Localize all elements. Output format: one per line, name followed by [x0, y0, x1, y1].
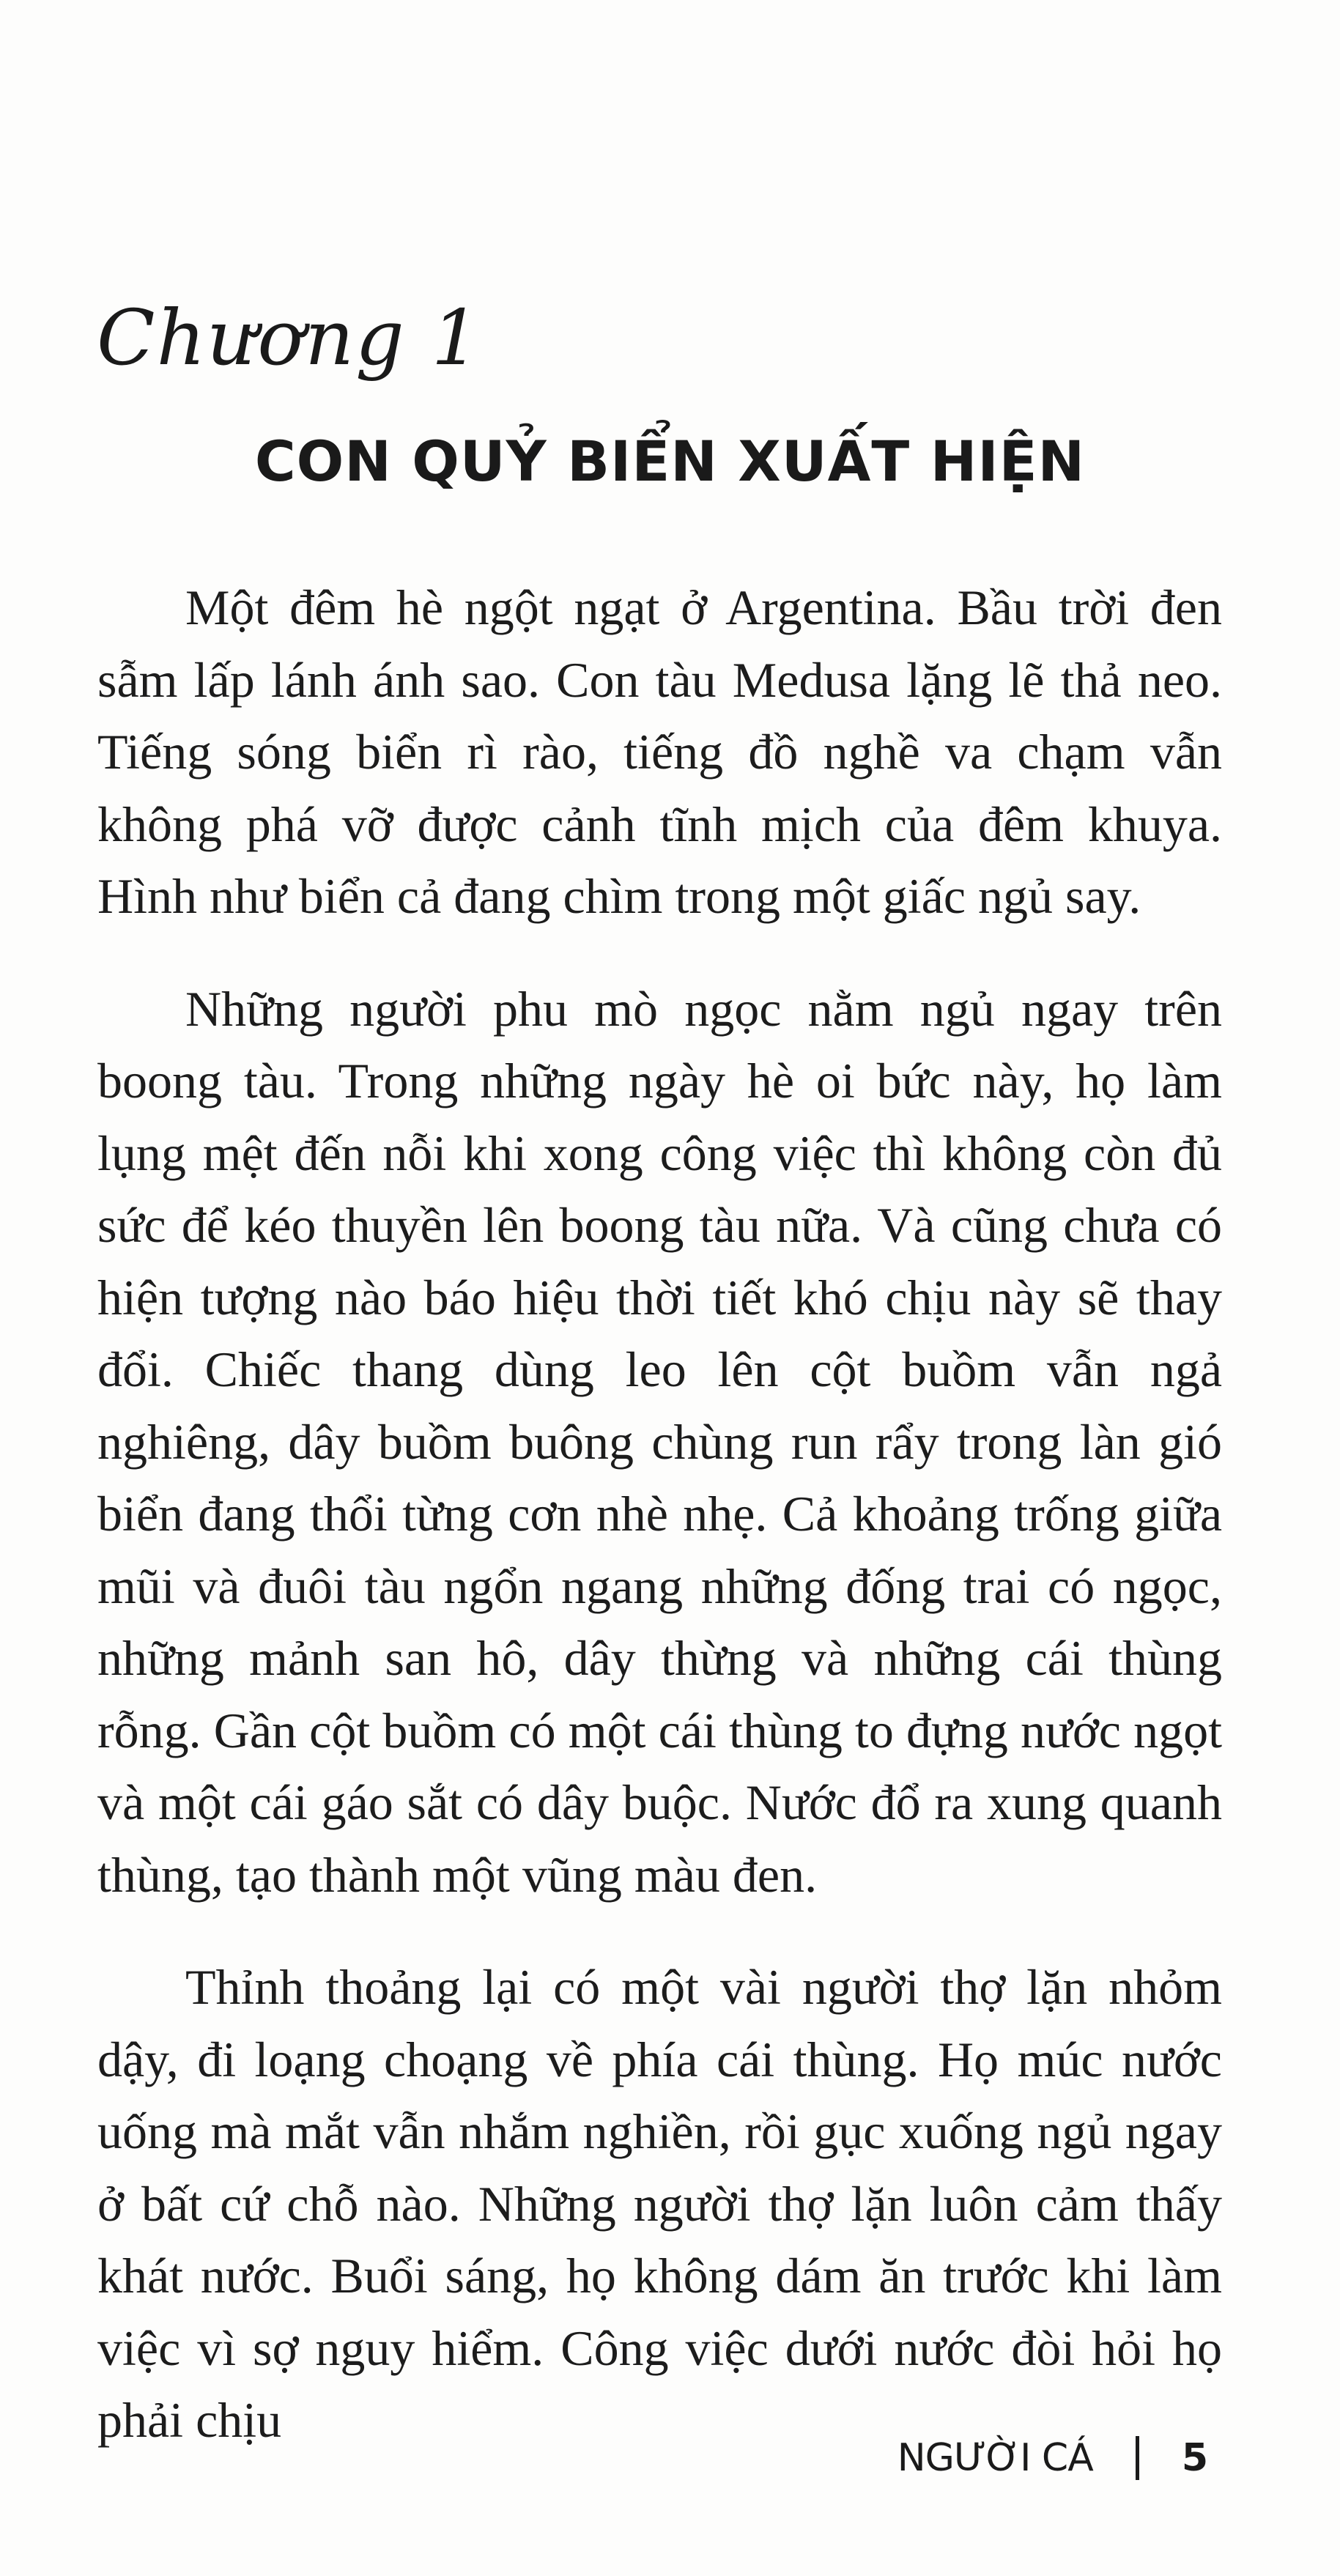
paragraph-1: Một đêm hè ngột ngạt ở Argentina. Bầu trời đen sẫm lấp lánh ánh sao. Con tàu Medusa lặng lẽ thả neo. Tiếng sóng biển rì rào, tiếng đồ nghề va chạm vẫn không phá vỡ được cảnh tĩnh mịch của đêm khuya. Hình như biển cả đang chìm trong một giấc ngủ say. [97, 580, 1222, 924]
body-text [97, 571, 1222, 2497]
page-number: 5 [1181, 2436, 1208, 2480]
chapter-title: CON QUỶ BIỂN XUẤT HIỆN [254, 429, 1086, 494]
footer-divider [1136, 2436, 1139, 2480]
page-footer [897, 2436, 1208, 2480]
chapter-label: Chương 1 [97, 293, 481, 382]
running-title: NGƯỜI CÁ [897, 2436, 1093, 2480]
paragraph-3: Thỉnh thoảng lại có một vài người thợ lặn nhỏm dậy, đi loạng choạng về phía cái thùng. Họ múc nước uống mà mắt vẫn nhắm nghiền, rồi gục xuống ngủ ngay ở bất cứ chỗ nào. Những người thợ lặn luôn cảm thấy khát nước. Buổi sáng, họ không dám ăn trước khi làm việc vì sợ nguy hiểm. Công việc dưới nước đòi hỏi họ phải chịu [97, 1959, 1222, 2448]
paragraph-2: Những người phu mò ngọc nằm ngủ ngay trên boong tàu. Trong những ngày hè oi bức này, họ làm lụng mệt đến nỗi khi xong công việc thì không còn đủ sức để kéo thuyền lên boong tàu nữa. Và cũng chưa có hiện tượng nào báo hiệu thời tiết khó chịu này sẽ thay đổi. Chiếc thang dùng leo lên cột buồm vẫn ngả nghiêng, dây buồm buông chùng run rẩy trong làn gió biển đang thổi từng cơn nhè nhẹ. Cả khoảng trống giữa mũi và đuôi tàu ngổn ngang những đống trai có ngọc, những mảnh san hô, dây thừng và những cái thùng rỗng. Gần cột buồm có một cái thùng to đựng nước ngọt và một cái gáo sắt có dây buộc. Nước đổ ra xung quanh thùng, tạo thành một vũng màu đen. [97, 980, 1222, 1903]
